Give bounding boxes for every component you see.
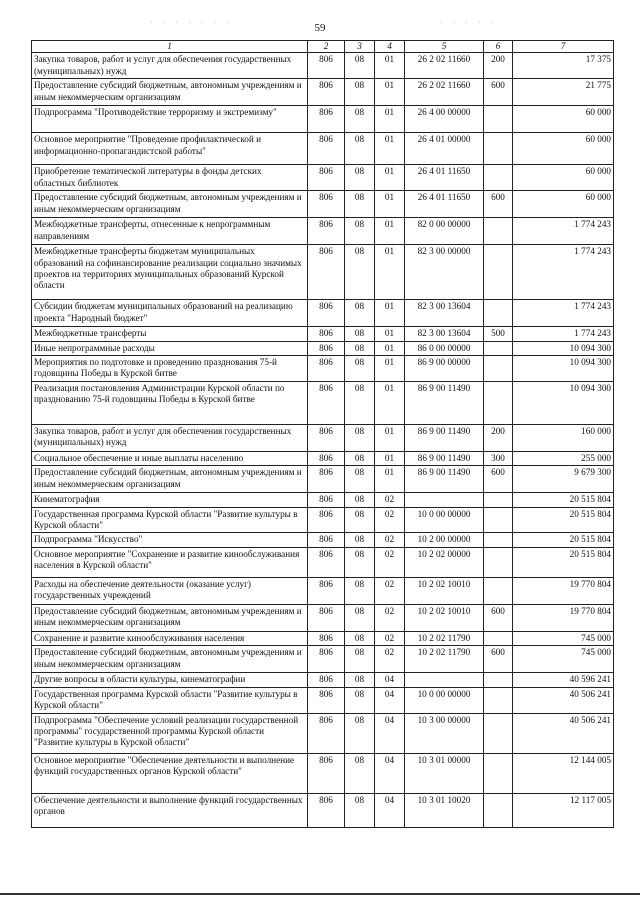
target-article-code: 10 3 01 00000 — [405, 753, 484, 793]
amount: 60 000 — [513, 106, 614, 133]
section-code: 08 — [345, 165, 375, 191]
section-code: 08 — [345, 466, 375, 493]
budget-table — [31, 40, 614, 828]
admin-code: 806 — [308, 381, 345, 424]
section-code: 08 — [345, 79, 375, 106]
section-code: 08 — [345, 577, 375, 604]
admin-code: 806 — [308, 793, 345, 827]
expense-name: Основное мероприятие "Сохранение и развитие кинообслуживания населения в Курской области" — [32, 547, 308, 577]
table-row — [32, 673, 614, 687]
target-article-code: 10 2 00 00000 — [405, 533, 484, 547]
expense-name: Социальное обеспечение и иные выплаты населению — [32, 451, 308, 465]
target-article-code: 10 0 00 00000 — [405, 687, 484, 713]
table-row — [32, 533, 614, 547]
expense-name: Подпрограмма "Обеспечение условий реализации государственной программы" государственной программы Курской области "Развитие культуры в Курской области" — [32, 713, 308, 753]
subsection-code: 01 — [375, 79, 405, 106]
expense-type-code: 600 — [484, 466, 513, 493]
admin-code: 806 — [308, 687, 345, 713]
section-code: 08 — [345, 753, 375, 793]
amount: 10 094 300 — [513, 341, 614, 355]
header-cell: 4 — [375, 41, 405, 53]
amount: 10 094 300 — [513, 356, 614, 382]
admin-code: 806 — [308, 533, 345, 547]
amount: 1 774 243 — [513, 218, 614, 245]
table-row — [32, 547, 614, 577]
target-article-code: 86 9 00 11490 — [405, 424, 484, 451]
admin-code: 806 — [308, 165, 345, 191]
expense-type-code — [484, 753, 513, 793]
admin-code: 806 — [308, 493, 345, 507]
expense-name: Закупка товаров, работ и услуг для обеспечения государственных (муниципальных) нужд — [32, 424, 308, 451]
amount: 60 000 — [513, 165, 614, 191]
expense-type-code — [484, 341, 513, 355]
section-code: 08 — [345, 327, 375, 341]
section-code: 08 — [345, 687, 375, 713]
expense-name: Иные непрограммные расходы — [32, 341, 308, 355]
table-row — [32, 713, 614, 753]
header-cell: 2 — [308, 41, 345, 53]
subsection-code: 04 — [375, 713, 405, 753]
expense-type-code — [484, 356, 513, 382]
expense-type-code — [484, 533, 513, 547]
table-row — [32, 381, 614, 424]
subsection-code: 02 — [375, 646, 405, 673]
subsection-code: 04 — [375, 753, 405, 793]
expense-type-code — [484, 631, 513, 645]
expense-name: Расходы на обеспечение деятельности (оказание услуг) государственных учреждений — [32, 577, 308, 604]
expense-name: Другие вопросы в области культуры, кинематографии — [32, 673, 308, 687]
section-code: 08 — [345, 793, 375, 827]
amount: 1 774 243 — [513, 327, 614, 341]
expense-name: Закупка товаров, работ и услуг для обеспечения государственных (муниципальных) нужд — [32, 53, 308, 79]
section-code: 08 — [345, 604, 375, 631]
section-code: 08 — [345, 356, 375, 382]
expense-type-code — [484, 577, 513, 604]
subsection-code: 01 — [375, 327, 405, 341]
expense-type-code — [484, 547, 513, 577]
admin-code: 806 — [308, 53, 345, 79]
amount: 60 000 — [513, 133, 614, 165]
amount: 17 375 — [513, 53, 614, 79]
admin-code: 806 — [308, 191, 345, 218]
subsection-code: 04 — [375, 793, 405, 827]
table-row — [32, 341, 614, 355]
subsection-code: 02 — [375, 493, 405, 507]
scan-artifact: · · · · · · · — [150, 18, 233, 27]
table-row — [32, 753, 614, 793]
table-row — [32, 53, 614, 79]
header-cell: 3 — [345, 41, 375, 53]
table-row — [32, 793, 614, 827]
section-code: 08 — [345, 507, 375, 533]
expense-type-code — [484, 673, 513, 687]
admin-code: 806 — [308, 327, 345, 341]
section-code: 08 — [345, 713, 375, 753]
expense-type-code — [484, 493, 513, 507]
subsection-code: 02 — [375, 507, 405, 533]
expense-name: Предоставление субсидий бюджетным, автономным учреждениям и иным некоммерческим организациям — [32, 604, 308, 631]
expense-name: Государственная программа Курской области "Развитие культуры в Курской области" — [32, 507, 308, 533]
target-article-code: 10 2 02 10010 — [405, 604, 484, 631]
table-row — [32, 507, 614, 533]
target-article-code: 82 3 00 13604 — [405, 327, 484, 341]
amount: 745 000 — [513, 631, 614, 645]
table-row — [32, 300, 614, 327]
expense-name: Межбюджетные трансферты, отнесенные к непрограммным направлениям — [32, 218, 308, 245]
target-article-code: 10 2 02 11790 — [405, 646, 484, 673]
expense-name: Предоставление субсидий бюджетным, автономным учреждениям и иным некоммерческим организациям — [32, 79, 308, 106]
subsection-code: 01 — [375, 451, 405, 465]
subsection-code: 01 — [375, 424, 405, 451]
target-article-code — [405, 673, 484, 687]
target-article-code: 26 2 02 11660 — [405, 79, 484, 106]
target-article-code: 86 9 00 11490 — [405, 451, 484, 465]
target-article-code: 82 3 00 13604 — [405, 300, 484, 327]
amount: 10 094 300 — [513, 381, 614, 424]
amount: 19 770 804 — [513, 604, 614, 631]
target-article-code: 10 0 00 00000 — [405, 507, 484, 533]
subsection-code: 01 — [375, 218, 405, 245]
expense-type-code — [484, 507, 513, 533]
admin-code: 806 — [308, 133, 345, 165]
expense-name: Субсидии бюджетам муниципальных образований на реализацию проекта "Народный бюджет" — [32, 300, 308, 327]
expense-type-code — [484, 245, 513, 300]
admin-code: 806 — [308, 341, 345, 355]
admin-code: 806 — [308, 753, 345, 793]
expense-type-code — [484, 381, 513, 424]
admin-code: 806 — [308, 547, 345, 577]
admin-code: 806 — [308, 507, 345, 533]
subsection-code: 02 — [375, 547, 405, 577]
target-article-code: 26 4 01 11650 — [405, 165, 484, 191]
table-row — [32, 493, 614, 507]
section-code: 08 — [345, 533, 375, 547]
expense-name: Межбюджетные трансферты бюджетам муниципальных образований на софинансирование реализации социально значимых проектов на территориях муниципальных образований Курской области — [32, 245, 308, 300]
table-row — [32, 245, 614, 300]
subsection-code: 01 — [375, 356, 405, 382]
target-article-code: 82 3 00 00000 — [405, 245, 484, 300]
target-article-code: 82 0 00 00000 — [405, 218, 484, 245]
section-code: 08 — [345, 381, 375, 424]
target-article-code: 10 3 00 00000 — [405, 713, 484, 753]
section-code: 08 — [345, 191, 375, 218]
amount: 12 144 005 — [513, 753, 614, 793]
expense-type-code: 200 — [484, 424, 513, 451]
admin-code: 806 — [308, 466, 345, 493]
table-row — [32, 577, 614, 604]
admin-code: 806 — [308, 79, 345, 106]
subsection-code: 02 — [375, 604, 405, 631]
target-article-code: 86 9 00 11490 — [405, 466, 484, 493]
header-cell: 1 — [32, 41, 308, 53]
target-article-code: 26 2 02 11660 — [405, 53, 484, 79]
amount: 160 000 — [513, 424, 614, 451]
target-article-code: 10 2 02 10010 — [405, 577, 484, 604]
amount: 255 000 — [513, 451, 614, 465]
amount: 40 596 241 — [513, 673, 614, 687]
subsection-code: 02 — [375, 631, 405, 645]
target-article-code: 86 9 00 11490 — [405, 381, 484, 424]
expense-name: Сохранение и развитие кинообслуживания населения — [32, 631, 308, 645]
admin-code: 806 — [308, 646, 345, 673]
admin-code: 806 — [308, 245, 345, 300]
subsection-code: 01 — [375, 341, 405, 355]
table-row — [32, 451, 614, 465]
target-article-code: 86 0 00 00000 — [405, 341, 484, 355]
admin-code: 806 — [308, 356, 345, 382]
admin-code: 806 — [308, 106, 345, 133]
section-code: 08 — [345, 673, 375, 687]
table-row — [32, 424, 614, 451]
subsection-code: 01 — [375, 300, 405, 327]
table-row — [32, 165, 614, 191]
expense-type-code — [484, 106, 513, 133]
amount: 20 515 804 — [513, 493, 614, 507]
admin-code: 806 — [308, 673, 345, 687]
scan-artifact: · · · · · — [440, 18, 498, 27]
expense-name: Кинематография — [32, 493, 308, 507]
expense-type-code: 300 — [484, 451, 513, 465]
table-row — [32, 79, 614, 106]
admin-code: 806 — [308, 218, 345, 245]
subsection-code: 01 — [375, 381, 405, 424]
target-article-code: 86 9 00 00000 — [405, 356, 484, 382]
target-article-code: 10 2 02 00000 — [405, 547, 484, 577]
expense-name: Мероприятия по подготовке и проведению празднования 75-й годовщины Победы в Курской битве — [32, 356, 308, 382]
subsection-code: 01 — [375, 245, 405, 300]
page-number: 59 — [314, 22, 326, 34]
admin-code: 806 — [308, 713, 345, 753]
expense-name: Основное мероприятие "Обеспечение деятельности и выполнение функций государственных органов Курской области" — [32, 753, 308, 793]
target-article-code: 10 3 01 10020 — [405, 793, 484, 827]
admin-code: 806 — [308, 300, 345, 327]
header-cell: 6 — [484, 41, 513, 53]
amount: 40 506 241 — [513, 687, 614, 713]
expense-name: Межбюджетные трансферты — [32, 327, 308, 341]
amount: 1 774 243 — [513, 300, 614, 327]
subsection-code: 01 — [375, 165, 405, 191]
target-article-code: 26 4 01 11650 — [405, 191, 484, 218]
amount: 40 506 241 — [513, 713, 614, 753]
section-code: 08 — [345, 245, 375, 300]
target-article-code — [405, 493, 484, 507]
target-article-code: 26 4 00 00000 — [405, 106, 484, 133]
target-article-code: 26 4 01 00000 — [405, 133, 484, 165]
expense-type-code: 600 — [484, 604, 513, 631]
header-cell: 7 — [513, 41, 614, 53]
expense-name: Предоставление субсидий бюджетным, автономным учреждениям и иным некоммерческим организациям — [32, 646, 308, 673]
subsection-code: 04 — [375, 687, 405, 713]
expense-name: Предоставление субсидий бюджетным, автономным учреждениям и иным некоммерческим организациям — [32, 191, 308, 218]
table-row — [32, 356, 614, 382]
section-code: 08 — [345, 300, 375, 327]
subsection-code: 01 — [375, 53, 405, 79]
section-code: 08 — [345, 547, 375, 577]
admin-code: 806 — [308, 604, 345, 631]
section-code: 08 — [345, 451, 375, 465]
table-row — [32, 687, 614, 713]
expense-type-code: 500 — [484, 327, 513, 341]
subsection-code: 01 — [375, 191, 405, 218]
expense-name: Предоставление субсидий бюджетным, автономным учреждениям и иным некоммерческим организациям — [32, 466, 308, 493]
expense-name: Государственная программа Курской области "Развитие культуры в Курской области" — [32, 687, 308, 713]
expense-name: Приобретение тематической литературы в фонды детских областных библиотек — [32, 165, 308, 191]
section-code: 08 — [345, 341, 375, 355]
amount: 19 770 804 — [513, 577, 614, 604]
table-row — [32, 106, 614, 133]
section-code: 08 — [345, 53, 375, 79]
table-row — [32, 218, 614, 245]
expense-type-code — [484, 793, 513, 827]
admin-code: 806 — [308, 631, 345, 645]
amount: 1 774 243 — [513, 245, 614, 300]
expense-type-code — [484, 713, 513, 753]
admin-code: 806 — [308, 577, 345, 604]
expense-name: Реализация постановления Администрации Курской области по празднованию 75-й годовщины Победы в Курской битве — [32, 381, 308, 424]
expense-type-code: 200 — [484, 53, 513, 79]
expense-type-code: 600 — [484, 191, 513, 218]
table-row — [32, 631, 614, 645]
subsection-code: 02 — [375, 577, 405, 604]
amount: 12 117 005 — [513, 793, 614, 827]
admin-code: 806 — [308, 424, 345, 451]
expense-type-code — [484, 687, 513, 713]
section-code: 08 — [345, 631, 375, 645]
admin-code: 806 — [308, 451, 345, 465]
amount: 60 000 — [513, 191, 614, 218]
expense-name: Основное мероприятие "Проведение профилактической и информационно-пропагандистской работы" — [32, 133, 308, 165]
amount: 745 000 — [513, 646, 614, 673]
section-code: 08 — [345, 493, 375, 507]
table-row — [32, 191, 614, 218]
expense-name: Подпрограмма "Искусство" — [32, 533, 308, 547]
expense-name: Обеспечение деятельности и выполнение функций государственных органов — [32, 793, 308, 827]
expense-name: Подпрограмма "Противодействие терроризму и экстремизму" — [32, 106, 308, 133]
subsection-code: 04 — [375, 673, 405, 687]
expense-type-code: 600 — [484, 646, 513, 673]
header-row — [32, 41, 614, 53]
amount: 9 679 300 — [513, 466, 614, 493]
subsection-code: 01 — [375, 106, 405, 133]
target-article-code: 10 2 02 11790 — [405, 631, 484, 645]
table-row — [32, 133, 614, 165]
expense-type-code: 600 — [484, 79, 513, 106]
table-row — [32, 604, 614, 631]
table-row — [32, 466, 614, 493]
expense-type-code — [484, 300, 513, 327]
subsection-code: 01 — [375, 133, 405, 165]
amount: 20 515 804 — [513, 507, 614, 533]
section-code: 08 — [345, 106, 375, 133]
page-bottom-border — [0, 893, 640, 895]
subsection-code: 01 — [375, 466, 405, 493]
section-code: 08 — [345, 218, 375, 245]
expense-type-code — [484, 218, 513, 245]
expense-type-code — [484, 165, 513, 191]
section-code: 08 — [345, 424, 375, 451]
expense-type-code — [484, 133, 513, 165]
amount: 21 775 — [513, 79, 614, 106]
amount: 20 515 804 — [513, 533, 614, 547]
header-cell: 5 — [405, 41, 484, 53]
amount: 20 515 804 — [513, 547, 614, 577]
table-row — [32, 327, 614, 341]
section-code: 08 — [345, 646, 375, 673]
section-code: 08 — [345, 133, 375, 165]
table-row — [32, 646, 614, 673]
subsection-code: 02 — [375, 533, 405, 547]
